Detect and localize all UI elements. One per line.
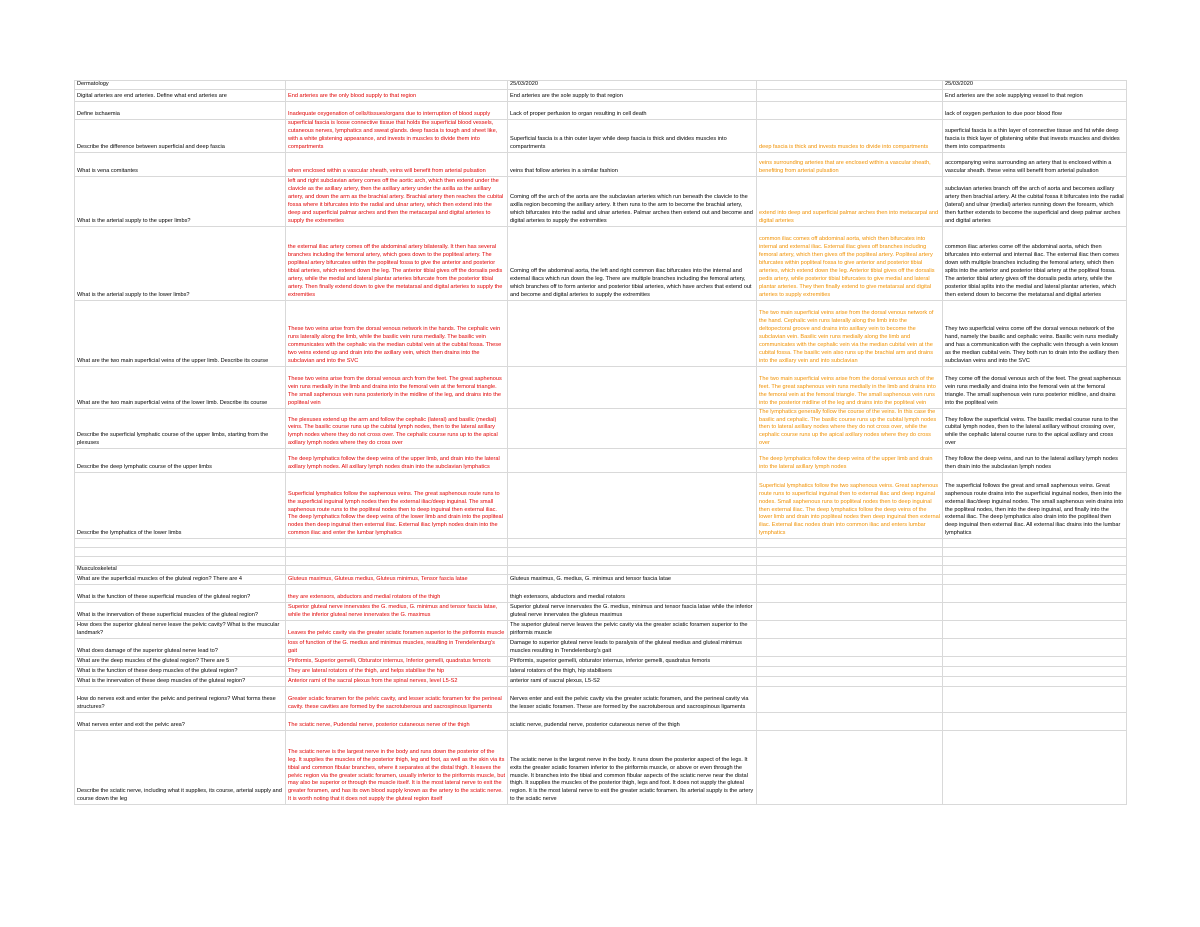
answer-cell-3[interactable]: [757, 677, 943, 687]
answer-cell-1[interactable]: These two veins arise from the dorsal venous arch from the feet. The great saphenous vein runs medially in the limb and drains into the femoral vein at the femoral triangle. The small saphenous vein runs posteriorly in the midline of the leg, and drains into the popliteal vein: [286, 366, 508, 408]
answer-cell-1[interactable]: Superior gluteal nerve innervates the G. medius, G. minimus and tensor fascia latae, while the inferior gluteal nerve innervates the G. maximus: [286, 603, 508, 621]
answer-cell-2[interactable]: Piriformis, superior gemelli, obturator internus, inferior gemelli, quadratus femoris: [508, 657, 757, 667]
table-row: [75, 473, 1127, 539]
answer-cell-4[interactable]: [943, 657, 1127, 667]
answer-cell-4[interactable]: 25/03/2020: [943, 81, 1127, 90]
table-row: [75, 585, 1127, 603]
question-cell[interactable]: What is the function of these superficial muscles of the gluteal region?: [75, 585, 286, 603]
answer-cell-1[interactable]: They are lateral rotators of the thigh, and helps stabilise the hip: [286, 667, 508, 677]
table-row: [75, 226, 1127, 300]
table-row: [75, 557, 1127, 566]
question-cell[interactable]: What is the arterial supply to the upper limbs?: [75, 176, 286, 226]
answer-cell-2[interactable]: Gluteus maximus, G. medius, G. minimus and tensor fascia latae: [508, 575, 757, 585]
answer-cell-2[interactable]: Coming off the arch of the aorta are the subclavian arteries which run beneath the clavicle to the axilla region becoming the axillary artery. It then runs to the arm to become the brachial artery, which bifurcates into the radial and ulnar arteries. Palmar arches then extend out and become and digital arteries to supply the extremities: [508, 176, 757, 226]
answer-cell-4[interactable]: [943, 566, 1127, 575]
table-row: [75, 657, 1127, 667]
answer-cell-2[interactable]: [508, 473, 757, 539]
answer-cell-1[interactable]: left and right subclavian artery comes off the aortic arch, which then extend under the clavicle as the axillary artery, then the axillary artery under the axilla as the axillary artery, and down the arm as the brachial artery. Brachial artery then reaches the cubital fossa where it bifurcates into the radial and ulnar artery, which then extend into the deep and superficial palmar arches and then the metacarpal and digital arteries to supply the extremeties: [286, 176, 508, 226]
table-row: [75, 603, 1127, 621]
question-cell[interactable]: Describe the difference between superficial and deep fascia: [75, 120, 286, 153]
table-row: [75, 176, 1127, 226]
answer-cell-2[interactable]: sciatic nerve, pudendal nerve, posterior cutaneous nerve of the thigh: [508, 713, 757, 731]
question-cell[interactable]: Define ischaemia: [75, 102, 286, 120]
answer-cell-3[interactable]: [757, 566, 943, 575]
answer-cell-1[interactable]: The sciatic nerve is the largest nerve in the body and runs down the posterior of the leg. It supplies the muscles of the posterior thigh, leg and foot, as well as the skin via its tibial and common fibular branches, where it separates at the distal thigh. It leaves the pelvic region via the greater sciatic foramen, usually inferior to the piriformis muscle, but may also be superior or through the muscle itself. It is the most lateral nerve to exit the greater foramen, and has its own blood supply known as the artery to the sciatic nerve. It is worth noting that it does not supply the gluteal region itself: [286, 731, 508, 805]
answer-cell-2[interactable]: The superior gluteal nerve leaves the pelvic cavity via the greater sciatic foramen superior to the piriformis muscle: [508, 621, 757, 639]
question-cell[interactable]: How does the superior gluteal nerve leave the pelvic cavity? What is the muscular landmark?: [75, 621, 286, 639]
question-cell[interactable]: Describe the lymphatics of the lower limbs: [75, 473, 286, 539]
table-row: [75, 575, 1127, 585]
answer-cell-1[interactable]: they are extensors, abductors and medial rotators of the thigh: [286, 585, 508, 603]
answer-cell-1[interactable]: [286, 539, 508, 548]
answer-cell-1[interactable]: Gluteus maximus, Gluteus medius, Gluteus minimus, Tensor fascia latae: [286, 575, 508, 585]
table-row: [75, 566, 1127, 575]
question-cell[interactable]: Describe the superficial lymphatic course of the upper limbs, starting from the plexuses: [75, 408, 286, 449]
answer-cell-2[interactable]: Damage to superior gluteal nerve leads to paralysis of the gluteal medius and gluteal minimus muscles resulting in Trendelenburg's gait: [508, 639, 757, 657]
table-row: [75, 667, 1127, 677]
answer-cell-4[interactable]: [943, 639, 1127, 657]
question-cell[interactable]: Describe the sciatic nerve, including what it supplies, its course, arterial supply and course down the leg: [75, 731, 286, 805]
answer-cell-4[interactable]: They follow the superficial veins. The basilic medial course runs to the cubital lymph nodes, then to the lateral axillary without crossing over, while the cephalic lateral course runs to the apical axillary and cross over: [943, 408, 1127, 449]
question-cell[interactable]: What is the innervation of these deep muscles of the gluteal region?: [75, 677, 286, 687]
answer-cell-4[interactable]: lack of oxygen perfusion to due poor blood flow: [943, 102, 1127, 120]
answer-cell-2[interactable]: 25/03/2020: [508, 81, 757, 90]
answer-cell-1[interactable]: [286, 81, 508, 90]
answer-cell-1[interactable]: [286, 557, 508, 566]
answer-cell-2[interactable]: [508, 557, 757, 566]
answer-cell-2[interactable]: Superficial fascia is a thin outer layer while deep fascia is thick and divides muscles into compartments: [508, 120, 757, 153]
table-row: [75, 731, 1127, 805]
answer-cell-4[interactable]: [943, 557, 1127, 566]
answer-cell-2[interactable]: [508, 366, 757, 408]
answer-cell-3[interactable]: [757, 539, 943, 548]
answer-cell-3[interactable]: extend into deep and superficial palmar arches then into metacarpal and digital arteries: [757, 176, 943, 226]
answer-cell-2[interactable]: [508, 548, 757, 557]
answer-cell-4[interactable]: [943, 687, 1127, 713]
question-cell[interactable]: Musculoskeletal: [75, 566, 286, 575]
question-cell[interactable]: What are the superficial muscles of the gluteal region? There are 4: [75, 575, 286, 585]
answer-cell-3[interactable]: deep fascia is thick and invests muscles to divide into compartments: [757, 120, 943, 153]
question-cell[interactable]: What is the arterial supply to the lower limbs?: [75, 226, 286, 300]
answer-cell-4[interactable]: common iliac arteries come off the abdominal aorta, which then bifurcates into external and internal iliac. The external iliac then comes down with multiple branches including the femoral artery, which then splits into the anterior and posterior tibial artery at the popliteal fossa. The anterior tibial artery gives off the dorsalis pedis artery, while the posterior tibial splits into the medial and lateral plantar arteries, which then extend down to become the metatarsal and digital arteries: [943, 226, 1127, 300]
answer-cell-4[interactable]: [943, 603, 1127, 621]
answer-cell-4[interactable]: superficial fascia is a thin layer of connective tissue and fat while deep fascia is thick layer of glistening white that invests muscles and divides them into compartments: [943, 120, 1127, 153]
answer-cell-1[interactable]: the external iliac artery comes off the abdominal artery bilaterally. It then has several branches including the femoral artery, which goes down to the popliteal artery. The popliteal artery bifurcates within the popliteal fossa to give the anterior and posterior tibial arteries, which extend down the leg. The anterior tibial gives off the dorsalis pedis artery, while the medial and lateral plantar arteries bifurcate from the posterior tibial artery. Then finally extend down to give the metatarsal and digital arteries to supply the extremities: [286, 226, 508, 300]
answer-cell-3[interactable]: [757, 102, 943, 120]
answer-cell-4[interactable]: subclavian arteries branch off the arch of aorta and becomes axillary artery then brachial artery. At the cubital fossa it bifurcates into the radial (lateral) and ulnar (medial) arteries running down the forearm, which then further extends to become the superficial and deep palmar arches and digital arteries: [943, 176, 1127, 226]
question-cell[interactable]: What are the two main superficial veins of the upper limb. Describe its course: [75, 300, 286, 366]
answer-cell-3[interactable]: The two main superficial veins arise from the dorsal venous arch of the feet. The great saphenous vein runs medially in the limb and drains into the femoral vein at the femoral triangle. The small saphenous vein runs into the posterior midline of the leg and drains into the popliteal vein: [757, 366, 943, 408]
table-row: [75, 621, 1127, 639]
question-cell[interactable]: [75, 539, 286, 548]
question-cell[interactable]: How do nerves exit and enter the pelvic and perineal regions? What forms these structures?: [75, 687, 286, 713]
answer-cell-2[interactable]: thigh extensors, abductors and medial rotators: [508, 585, 757, 603]
table-row: [75, 90, 1127, 102]
answer-cell-3[interactable]: The deep lymphatics follow the deep veins of the upper limb and drain into the lateral axillary lymph nodes: [757, 449, 943, 473]
spreadsheet-body: [75, 81, 1127, 805]
question-cell[interactable]: What is vena comitantes: [75, 152, 286, 176]
question-cell[interactable]: What does damage of the superior gluteal nerve lead to?: [75, 639, 286, 657]
answer-cell-4[interactable]: [943, 677, 1127, 687]
table-row: [75, 366, 1127, 408]
answer-cell-4[interactable]: [943, 585, 1127, 603]
answer-cell-3[interactable]: [757, 657, 943, 667]
answer-cell-4[interactable]: They come off the dorsal venous arch of the feet. The great saphenous vein runs medially and drains into the femoral vein at the femoral triangle. The small saphenous vein runs posterior midline, and drains into the popliteal vein: [943, 366, 1127, 408]
question-cell[interactable]: What is the function of these deep muscles of the gluteal region?: [75, 667, 286, 677]
answer-cell-2[interactable]: End arteries are the sole supply to that region: [508, 90, 757, 102]
answer-cell-2[interactable]: lateral rotators of the thigh, hip stabilisers: [508, 667, 757, 677]
answer-cell-2[interactable]: The sciatic nerve is the largest nerve in the body. It runs down the posterior aspect of the legs. It exits the greater sciatic foramen inferior to the piriformis muscle, or above or even through the muscle. It branches into the tibial and common fibular aspects of the sciatic nerve near the distal thigh. It supplies the muscles of the posterior thigh, legs and foot. It does not supply the gluteal region. It is the most lateral nerve to exit the greater sciatic foramen. Its arterial supply is the artery to the sciatic nerve: [508, 731, 757, 805]
answer-cell-1[interactable]: The deep lymphatics follow the deep veins of the upper limb, and drain into the lateral axillary lymph nodes. All axillary lymph nodes drain into the subclavian lymphatics: [286, 449, 508, 473]
answer-cell-3[interactable]: The lymphatics generally follow the course of the veins. In this case the basilic and cephalic. The basilic course runs up the cubital lymph nodes then to lateral axillary nodes where they do not cross over, while the cephalic course runs up the apical axillary nodes where they do cross over: [757, 408, 943, 449]
answer-cell-1[interactable]: Greater sciatic foramen for the pelvic cavity, and lesser sciatic foramen for the perineal cavity. these cavities are formed by the sacrotuberous and sacrospinous ligaments: [286, 687, 508, 713]
answer-cell-1[interactable]: End arteries are the only blood supply to that region: [286, 90, 508, 102]
answer-cell-2[interactable]: [508, 566, 757, 575]
answer-cell-1[interactable]: when enclosed within a vascular sheath, veins will benefit from arterial pulsation: [286, 152, 508, 176]
answer-cell-2[interactable]: [508, 449, 757, 473]
question-cell[interactable]: Dermatology: [75, 81, 286, 90]
question-cell[interactable]: What are the two main superficial veins of the lower limb. Describe its course: [75, 366, 286, 408]
question-cell[interactable]: Describe the deep lymphatic course of the upper limbs: [75, 449, 286, 473]
question-cell[interactable]: What are the deep muscles of the gluteal region? There are 5: [75, 657, 286, 667]
question-cell[interactable]: What is the innervation of these superficial muscles of the gluteal region?: [75, 603, 286, 621]
table-row: [75, 639, 1127, 657]
question-cell[interactable]: [75, 548, 286, 557]
answer-cell-3[interactable]: [757, 81, 943, 90]
answer-cell-3[interactable]: [757, 713, 943, 731]
answer-cell-3[interactable]: The two main superficial veins arise from the dorsal venous network of the hand. Cephalic vein runs laterally along the limb into the deltopectoral groove and drains into axillary vein to become the subclavian vein. Basilic vein runs medially along the limb and communicates with the cephalic vein via the median cubital vein at the cubital fossa. The basilic vein also runs up the brachial arm and drains into the axillary vein and into subclavian: [757, 300, 943, 366]
answer-cell-4[interactable]: [943, 667, 1127, 677]
answer-cell-3[interactable]: [757, 621, 943, 639]
answer-cell-3[interactable]: common iliac comes off abdominal aorta, which then bifurcates into internal and external iliac. External iliac gives off branches including femoral artery, which then gives off the popliteal artery. Popliteal artery bifurcates within popliteal fossa to give anterior and posterior tibial arteries, which extend down the leg. Anterior tibial gives off the dorsalis pedis artery, while posterior tibial bifurcates to give medial and lateral plantar arteries. They then finally extend to give metatarsal and digital arteries to supply extremities: [757, 226, 943, 300]
answer-cell-3[interactable]: [757, 557, 943, 566]
answer-cell-3[interactable]: [757, 90, 943, 102]
answer-cell-1[interactable]: Anterior rami of the sacral plexus from the spinal nerves, level L5-S2: [286, 677, 508, 687]
answer-cell-3[interactable]: [757, 731, 943, 805]
answer-cell-3[interactable]: [757, 585, 943, 603]
answer-cell-1[interactable]: The plexuses extend up the arm and follow the cephalic (lateral) and basilic (medial) veins. The basilic course runs up the cubital lymph nodes, then to the lateral axillary lymph nodes where they do not cross over. The cephalic course runs up to the apical axillary lymph nodes where they do cross over: [286, 408, 508, 449]
answer-cell-3[interactable]: [757, 603, 943, 621]
answer-cell-1[interactable]: The sciatic nerve, Pudendal nerve, posterior cutaneous nerve of the thigh: [286, 713, 508, 731]
answer-cell-4[interactable]: [943, 539, 1127, 548]
answer-cell-3[interactable]: [757, 575, 943, 585]
answer-cell-1[interactable]: superficial fascia is loose connective tissue that holds the superficial blood vessels, cutaneous nerves, lymphatics and sweat glands. deep fascia is tough and sheet like, with a white glistening appearance, and invests in muscles to divide them into compartments: [286, 120, 508, 153]
answer-cell-4[interactable]: [943, 713, 1127, 731]
answer-cell-3[interactable]: [757, 687, 943, 713]
table-row: [75, 408, 1127, 449]
answer-cell-1[interactable]: These two veins arise from the dorsal venous network in the hands. The cephalic vein runs laterally along the limb, while the basilic vein runs medially. The basilic vein communicates with the cephalic via the median cubital vein at the cubital fossa. These two veins extend up and drain into the axillary vein, which then drains into the subclavian and into the SVC: [286, 300, 508, 366]
answer-cell-3[interactable]: Superficial lymphatics follow the two saphenous veins. Great saphenous route runs to superficial inguinal then to external iliac and deep inguinal nodes. Small saphenous runs to popliteal nodes then to deep inguinal then external iliac. The deep lymphatics follow the deep veins of the lower limb and drain into popliteal nodes then deep inguinal then external iliac. External iliac nodes drain into common iliac and enters lumbar lymphatics: [757, 473, 943, 539]
answer-cell-1[interactable]: [286, 566, 508, 575]
answer-cell-2[interactable]: Lack of proper perfusion to organ resulting in cell death: [508, 102, 757, 120]
answer-cell-1[interactable]: [286, 548, 508, 557]
answer-cell-2[interactable]: [508, 408, 757, 449]
table-row: [75, 102, 1127, 120]
table-row: [75, 120, 1127, 153]
table-row: [75, 713, 1127, 731]
table-row: [75, 300, 1127, 366]
answer-cell-4[interactable]: The superficial follows the great and small saphenous veins. Great saphenous route drains into the superficial inguinal nodes, then into the external iliac/deep inguinal nodes. The small saphenous vein drains into the popliteal nodes, then into the deep inguinal, and finally into the external iliac. The deep lymphatics also drain into the popliteal then deep inguinal then external iliac. All external iliac drains into the lumbar lymphatics: [943, 473, 1127, 539]
answer-cell-4[interactable]: They two superficial veins come off the dorsal venous network of the hand, namely the basilic and cephalic veins. Basilic vein runs medially and has a communication with the cephalic vein through a vein known as the median cubital vein. They both run to drain into the axillary then subclavian veins and into the SVC: [943, 300, 1127, 366]
answer-cell-1[interactable]: Inadequate oxygenation of cells/tissues/organs due to interruption of blood supply: [286, 102, 508, 120]
answer-cell-4[interactable]: [943, 731, 1127, 805]
answer-cell-2[interactable]: Nerves enter and exit the pelvic cavity via the greater sciatic foramen, and the perineal cavity via the lesser sciatic foramen. These are formed by the sacrotuberous and sacrospinous ligaments: [508, 687, 757, 713]
table-row: [75, 449, 1127, 473]
answer-cell-1[interactable]: Leaves the pelvic cavity via the greater sciatic foramen superior to the piriformis muscle: [286, 621, 508, 639]
answer-cell-2[interactable]: anterior rami of sacral plexus, L5-S2: [508, 677, 757, 687]
answer-cell-3[interactable]: [757, 667, 943, 677]
question-cell[interactable]: [75, 557, 286, 566]
answer-cell-4[interactable]: [943, 621, 1127, 639]
table-row: [75, 539, 1127, 548]
table-row: [75, 152, 1127, 176]
answer-cell-3[interactable]: [757, 639, 943, 657]
table-row: [75, 687, 1127, 713]
table-row: [75, 548, 1127, 557]
answer-cell-4[interactable]: accompanying veins surrounding an artery that is enclosed within a vascular sheath. these veins will benefit from arterial pulsation: [943, 152, 1127, 176]
question-cell[interactable]: Digital arteries are end arteries. Define what end arteries are: [75, 90, 286, 102]
answer-cell-3[interactable]: veins surrounding arteries that are enclosed within a vascular sheath, benefiting from arterial pulsation: [757, 152, 943, 176]
answer-cell-4[interactable]: End arteries are the sole supplying vessel to that region: [943, 90, 1127, 102]
answer-cell-2[interactable]: veins that follow arteries in a similar fashion: [508, 152, 757, 176]
spreadsheet-grid: [74, 80, 1127, 805]
answer-cell-2[interactable]: Coming off the abdominal aorta, the left and right common iliac bifurcates into the internal and external iliacs which run down the leg. There are multiple branches including the femoral artery, which branches off to form anterior and posterior tibial arteries, which have arches that extend out and become and digital arteries to supply the extremities: [508, 226, 757, 300]
question-cell[interactable]: What nerves enter and exit the pelvic area?: [75, 713, 286, 731]
answer-cell-1[interactable]: Superficial lymphatics follow the saphenous veins. The great saphenous route runs to the superficial inguinal lymph nodes then the external iliac/deep inguinal. The small saphenous route runs to the popliteal nodes then to deep inguinal then external iliac. The deep lymphatics follow the deep veins of the lower limb and drain into the popliteal nodes then deep inguinal then external iliac. External iliac lymph nodes drain into the common iliac and enter the lumbar lymphatics: [286, 473, 508, 539]
answer-cell-4[interactable]: [943, 575, 1127, 585]
table-row: [75, 677, 1127, 687]
answer-cell-1[interactable]: loss of function of the G. medius and minimus muscles, resulting in Trendelenburg's gait: [286, 639, 508, 657]
answer-cell-3[interactable]: [757, 548, 943, 557]
answer-cell-2[interactable]: [508, 300, 757, 366]
answer-cell-4[interactable]: [943, 548, 1127, 557]
answer-cell-4[interactable]: They follow the deep veins, and run to the lateral axillary lymph nodes then drain into the subclavian lymph nodes: [943, 449, 1127, 473]
answer-cell-2[interactable]: [508, 539, 757, 548]
table-row: [75, 81, 1127, 90]
answer-cell-1[interactable]: Piriformis, Superior gemelli, Obturator internus, Inferior gemelli, quadratus femoris: [286, 657, 508, 667]
answer-cell-2[interactable]: Superior gluteal nerve innervates the G. medius, minimus and tensor fascia latae while the inferior gluteal nerve innervates the gluteus maximus: [508, 603, 757, 621]
